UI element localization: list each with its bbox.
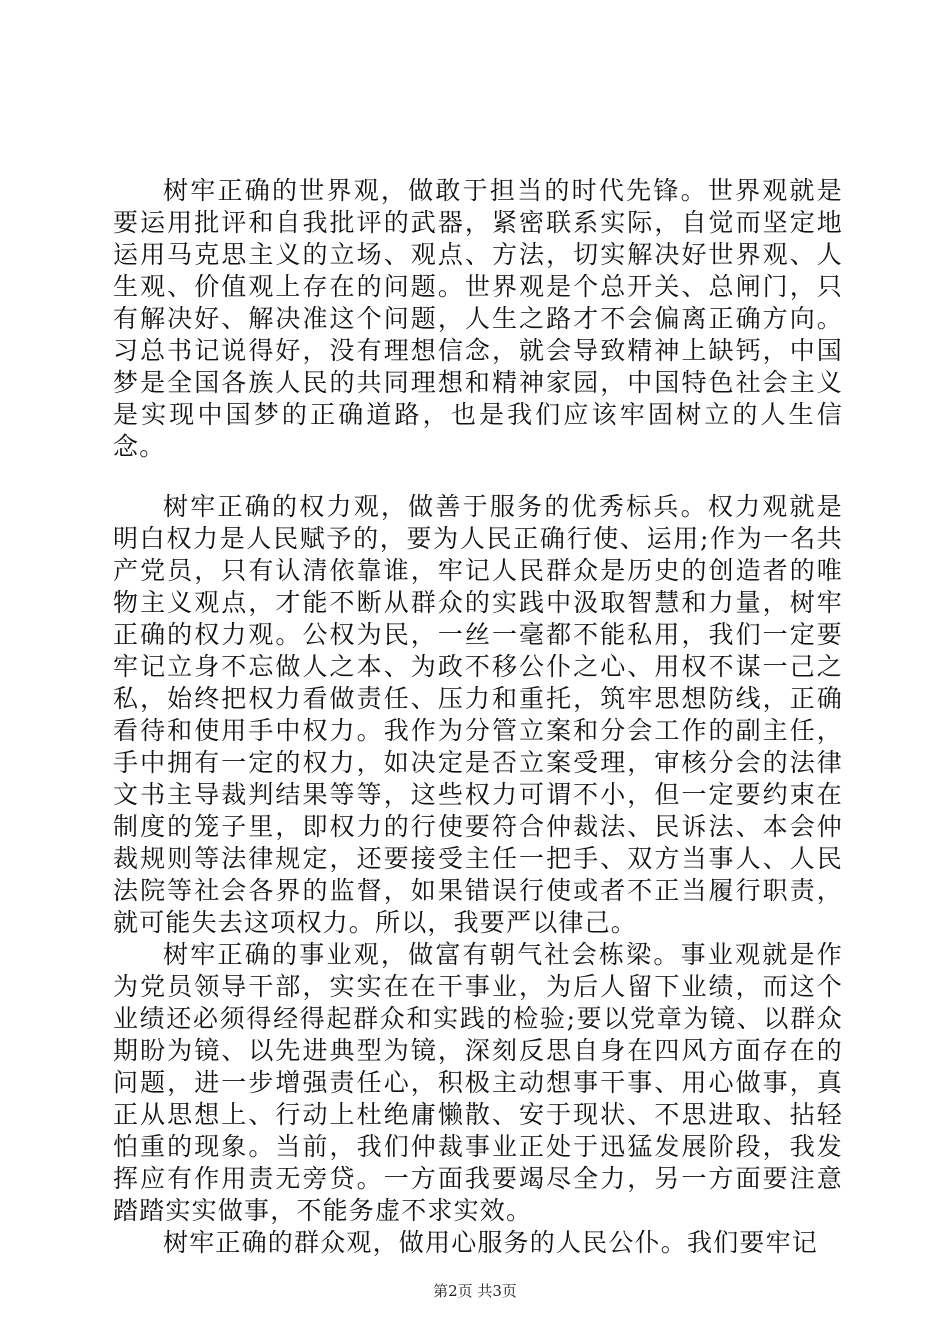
document-body	[113, 175, 843, 1259]
page-number-label: 第2页 共3页	[433, 1282, 517, 1300]
paragraph-power-view: 树牢正确的权力观，做善于服务的优秀标兵。权力观就是明白权力是人民赋予的，要为人民正确行使、运用;作为一名共产党员，只有认清依靠谁，牢记人民群众是历史的创造者的唯物主义观点，才能不断从群众的实践中汲取智慧和力量，树牢正确的权力观。公权为民，一丝一毫都不能私用，我们一定要牢记立身不忘做人之本、为政不移公仆之心、用权不谋一己之私，始终把权力看做责任、压力和重托，筑牢思想防线，正确看待和使用手中权力。我作为分管立案和分会工作的副主任，手中拥有一定的权力，如决定是否立案受理，审核分会的法律文书主导裁判结果等等，这些权力可谓不小，但一定要约束在制度的笼子里，即权力的行使要符合仲裁法、民诉法、本会仲裁规则等法律规定，还要接受主任一把手、双方当事人、人民法院等社会各界的监督，如果错误行使或者不正当履行职责，就可能失去这项权力。所以，我要严以律己。	[113, 492, 843, 937]
page-footer	[0, 1280, 950, 1301]
paragraph-masses-view: 树牢正确的群众观，做用心服务的人民公仆。我们要牢记	[163, 1228, 819, 1257]
paragraph-career-view: 树牢正确的事业观，做富有朝气社会栋梁。事业观就是作为党员领导干部，实实在在干事业，为后人留下业绩，而这个业绩还必须得经得起群众和实践的检验;要以党章为镜、以群众期盼为镜、以先进典型为镜，深刻反思自身在四风方面存在的问题，进一步增强责任心，积极主动想事干事、用心做事，真正从思想上、行动上杜绝庸懒散、安于现状、不思进取、拈轻怕重的现象。当前，我们仲裁事业正处于迅猛发展阶段，我发挥应有作用责无旁贷。一方面我要竭尽全力，另一方面要注意踏踏实实做事，不能务虚不求实效。	[113, 940, 843, 1225]
paragraph-worldview: 树牢正确的世界观，做敢于担当的时代先锋。世界观就是要运用批评和自我批评的武器，紧密联系实际，自觉而坚定地运用马克思主义的立场、观点、方法，切实解决好世界观、人生观、价值观上存在的问题。世界观是个总开关、总闸门，只有解决好、解决准这个问题，人生之路才不会偏离正确方向。习总书记说得好，没有理想信念，就会导致精神上缺钙，中国梦是全国各族人民的共同理想和精神家园，中国特色社会主义是实现中国梦的正确道路，也是我们应该牢固树立的人生信念。	[113, 176, 843, 461]
